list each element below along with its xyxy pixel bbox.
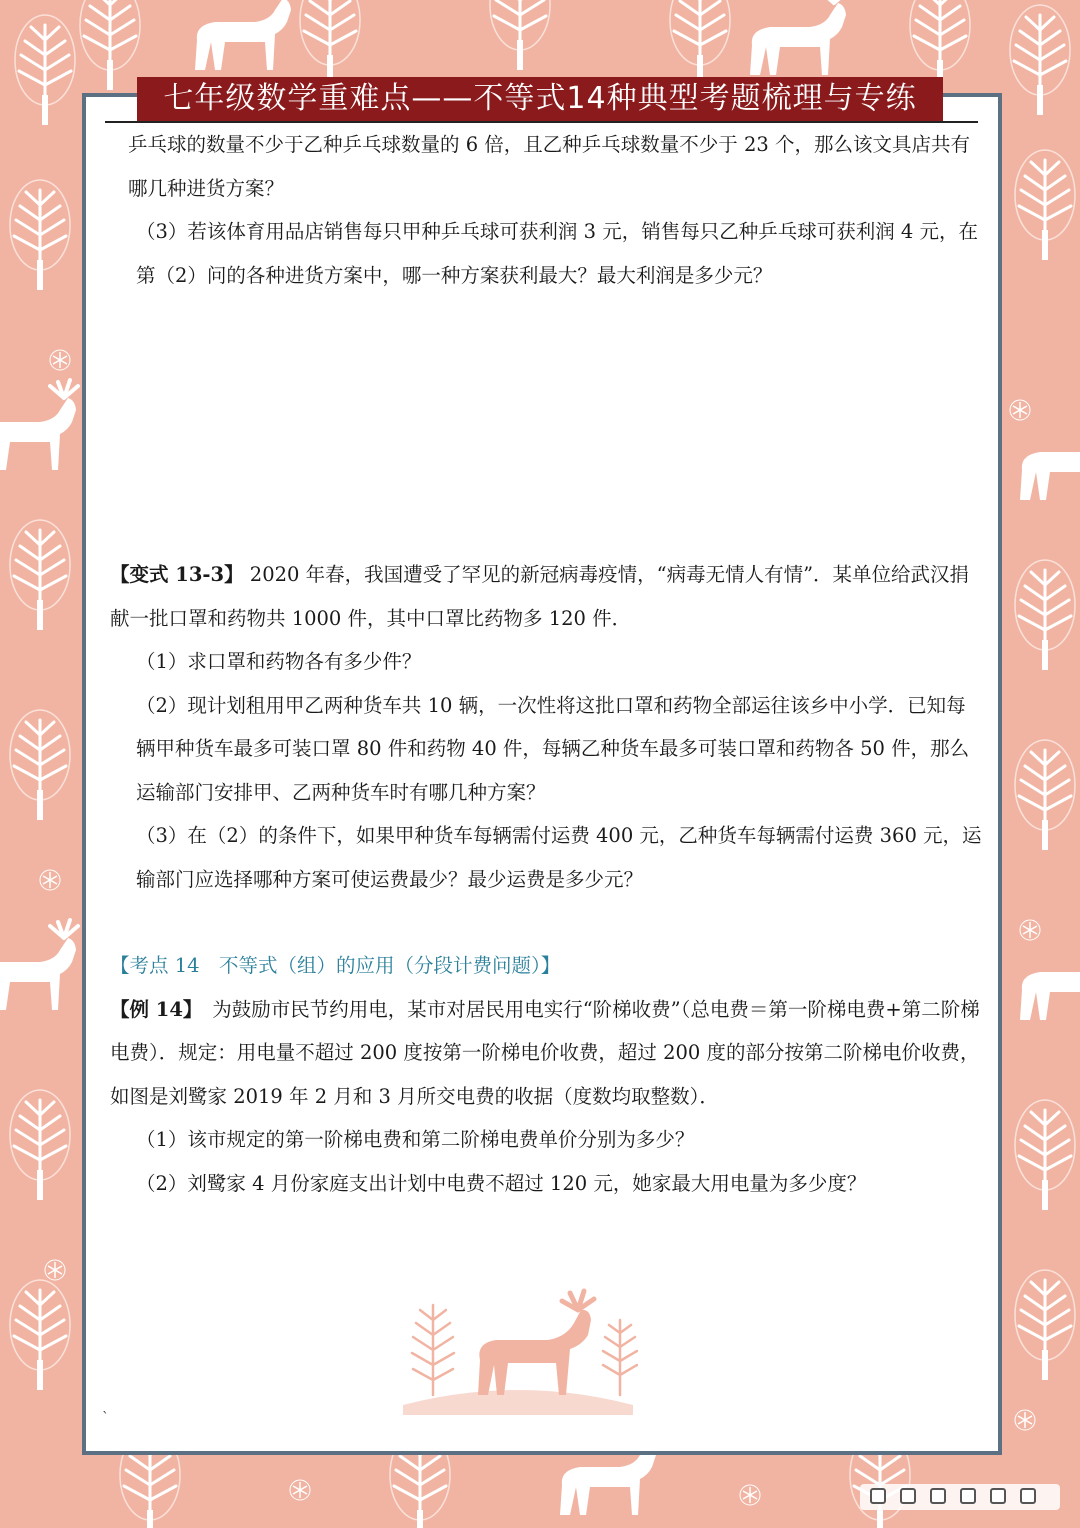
question-3-profit: （3）若该体育用品店销售每只甲种乒乓球可获利润 3 元，销售每只乙种乒乓球可获利润 4 元，在第（2）问的各种进货方案中，哪一种方案获利最大？最大利润是多少元？ [136,220,979,287]
paragraph-pingpong-continued: 乒乓球的数量不少于乙种乒乓球数量的 6 倍，且乙种乒乓球数量不少于 23 个，那么该文具店共有哪几种进货方案？ [128,133,971,200]
image-toolbar [860,1484,1060,1510]
page-icon-3[interactable] [960,1488,976,1504]
page-icon-2[interactable] [930,1488,946,1504]
footer-mark: ` [102,1410,109,1426]
moose-trees-illustration [398,1265,638,1415]
answer-space [128,297,984,553]
page-icon-5[interactable] [1020,1488,1036,1504]
variant-label: 【变式 13-3】 [110,563,244,586]
variant-13-3 [110,553,984,640]
example-14 [110,988,984,1119]
example-text: 为鼓励市民节约用电，某市对居民用电实行“阶梯收费”（总电费＝第一阶梯电费+第二阶梯电费）．规定：用电量不超过 200 度按第一阶梯电价收费，超过 200 度的部分按第二阶梯电价收费，如图是刘鹭家 2019 年 2 月和 3 月所交电费的收据（度数均取整数）． [110,997,980,1108]
variant-question-2: （2）现计划租用甲乙两种货车共 10 辆，一次性将这批口罩和药物全部运往该乡中小学．已知每辆甲种货车最多可装口罩 80 件和药物 40 件，每辆乙种货车最多可装口罩和药物各 50 件，那么运输部门安排甲、乙两种货车时有哪几种方案？ [136,693,970,804]
example-question-1: （1）该市规定的第一阶梯电费和第二阶梯电费单价分别为多少？ [136,1128,695,1151]
page-title: 七年级数学重难点——不等式14种典型考题梳理与专练 [137,77,943,121]
zoom-icon[interactable] [870,1488,886,1504]
page-icon-1[interactable] [900,1488,916,1504]
kaodian-14-heading: 【考点 14 不等式（组）的应用（分段计费问题）】 [110,954,561,977]
page-icon-4[interactable] [990,1488,1006,1504]
example-label: 【例 14】 [110,997,193,1021]
variant-question-3: （3）在（2）的条件下，如果甲种货车每辆需付运费 400 元，乙种货车每辆需付运费 360 元，运输部门应选择哪种方案可使运费最少？最少运费是多少元？ [136,824,982,891]
document-body [110,123,984,1205]
section-spacer [128,901,984,944]
variant-text: 2020 年春，我国遭受了罕见的新冠病毒疫情，“病毒无情人有情”．某单位给武汉捐献一批口罩和药物共 1000 件，其中口罩比药物多 120 件． [110,563,970,630]
variant-question-1: （1）求口罩和药物各有多少件？ [136,650,422,673]
example-question-2: （2）刘鹭家 4 月份家庭支出计划中电费不超过 120 元，她家最大用电量为多少度？ [136,1171,867,1195]
